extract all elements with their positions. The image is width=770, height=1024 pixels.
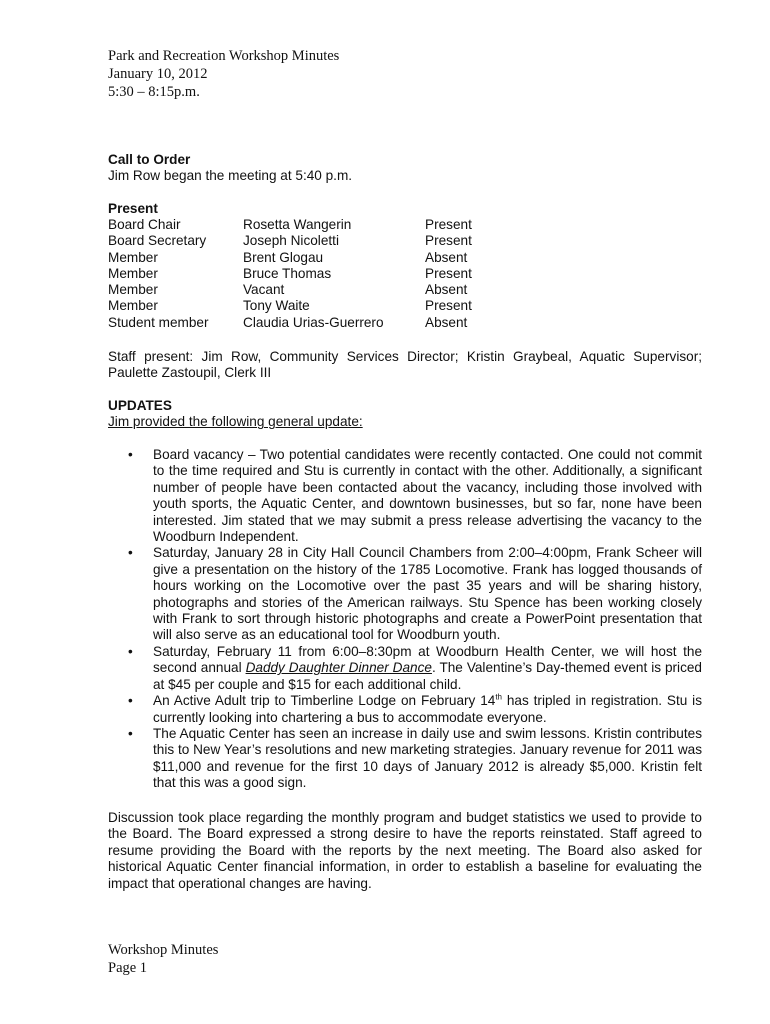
- attendance-role: Member: [108, 282, 158, 298]
- list-item-text: Saturday, February 11 from 6:00–8:30pm at Woodburn Health Center, we will host the second annual: [153, 643, 702, 676]
- attendance-role: Board Secretary: [108, 233, 207, 249]
- attendance-name: Brent Glogau: [243, 249, 324, 265]
- list-item: [108, 644, 702, 693]
- attendance-status: Present: [425, 233, 472, 249]
- attendance-role: Board Chair: [108, 217, 181, 232]
- bullet-icon: •: [128, 545, 133, 561]
- attendance-status: Absent: [425, 314, 468, 330]
- list-item-text: Board vacancy – Two potential candidates were recently contacted. One could not commit to the time required and Stu is currently in contact with the other. Additionally, a significant number of people have been contacted about the vacancy, including those involved with youth sports, the Aquatic Center, and downtown businesses, but so far, none have been interested. Jim stated that we may submit a press release advertising the vacancy to the Woodburn Independent.: [153, 447, 702, 545]
- list-item-text: Saturday, January 28 in City Hall Council Chambers from 2:00–4:00pm, Frank Scheer will give a presentation on the history of the 1785 Locomotive. Frank has logged thousands of hours working on the Locomotive over the past 35 years and will be sharing history, photographs and stories of the American railways. Stu Spence has been working closely with Frank to sort through historic photographs and create a PowerPoint presentation that will also serve as an educational tool for Woodburn youth.: [153, 545, 702, 643]
- attendance-name: Bruce Thomas: [243, 265, 332, 281]
- call-to-order-section: [108, 152, 702, 185]
- attendance-row: [108, 315, 505, 331]
- bullet-icon: •: [128, 447, 133, 462]
- list-item-text: The Aquatic Center has seen an increase in daily use and swim lessons. Kristin contributes this to New Year’s resolutions and new marketing strategies. January revenue for 2011 was $11,000 and revenue for the first 10 days of January 2012 is already $5,000. Kristin felt that this was a good sign.: [153, 725, 702, 791]
- attendance-name: Rosetta Wangerin: [243, 217, 352, 232]
- list-item: [108, 447, 702, 545]
- meeting-time: 5:30 – 8:15p.m.: [108, 84, 200, 100]
- attendance-status: Present: [425, 298, 472, 314]
- bullet-icon: •: [128, 725, 133, 741]
- attendance-row: [108, 217, 505, 233]
- meeting-date: January 10, 2012: [108, 66, 208, 82]
- page-footer: [108, 941, 218, 977]
- attendance-row: [108, 250, 505, 266]
- attendance-status: Absent: [425, 249, 468, 265]
- attendance-row: [108, 233, 505, 249]
- list-item: [108, 545, 702, 643]
- attendance-table: [108, 217, 505, 331]
- list-item: [108, 693, 702, 726]
- attendance-name: Claudia Urias-Guerrero: [243, 314, 384, 330]
- updates-subheading: Jim provided the following general update:: [108, 414, 363, 430]
- attendance-row: [108, 282, 505, 298]
- attendance-status: Absent: [425, 282, 468, 298]
- attendance-status: Present: [425, 217, 472, 232]
- call-to-order-heading: Call to Order: [108, 152, 191, 167]
- updates-heading: UPDATES: [108, 398, 172, 413]
- attendance-status: Present: [425, 265, 472, 281]
- attendance-row: [108, 266, 505, 282]
- discussion-paragraph: Discussion took place regarding the monthly program and budget statistics we used to provide to the Board. The Board expressed a strong desire to have the reports reinstated. Staff agreed to resume providing the Board with the reports by the next meeting. The Board also asked for historical Aquatic Center financial information, in order to establish a baseline for evaluating the impact that operational changes are having.: [108, 810, 702, 891]
- bullet-icon: •: [128, 643, 133, 659]
- attendance-role: Member: [108, 265, 158, 281]
- attendance-name: Joseph Nicoletti: [243, 233, 339, 249]
- event-name-link: Daddy Daughter Dinner Dance: [245, 660, 432, 676]
- list-item: [108, 726, 702, 792]
- updates-list: [108, 447, 702, 792]
- attendance-role: Student member: [108, 314, 209, 330]
- footer-label: Workshop Minutes: [108, 942, 219, 958]
- present-heading: Present: [108, 201, 158, 216]
- updates-section: [108, 398, 702, 431]
- page-number: Page 1: [108, 960, 148, 976]
- call-to-order-text: Jim Row began the meeting at 5:40 p.m.: [108, 168, 353, 184]
- bullet-icon: •: [128, 693, 133, 709]
- attendance-role: Member: [108, 298, 158, 314]
- ordinal-suffix: th: [495, 692, 502, 702]
- document-header: [108, 47, 339, 101]
- attendance-role: Member: [108, 249, 158, 265]
- list-item-text: . The Valentine’s Day-themed event is priced at $45 per couple and $15 for each additional child.: [153, 660, 702, 692]
- list-item-text: An Active Adult trip to Timberline Lodge on February 14: [153, 693, 496, 709]
- staff-present-paragraph: Staff present: Jim Row, Community Services Director; Kristin Graybeal, Aquatic Supervisor; Paulette Zastoupil, Clerk III: [108, 349, 702, 381]
- document-title: Park and Recreation Workshop Minutes: [108, 48, 340, 64]
- attendance-row: [108, 298, 505, 314]
- attendance-name: Tony Waite: [243, 298, 310, 314]
- attendance-name: Vacant: [243, 282, 285, 298]
- list-item-text: has tripled in registration. Stu is currently looking into chartering a bus to accommodate everyone.: [153, 693, 702, 725]
